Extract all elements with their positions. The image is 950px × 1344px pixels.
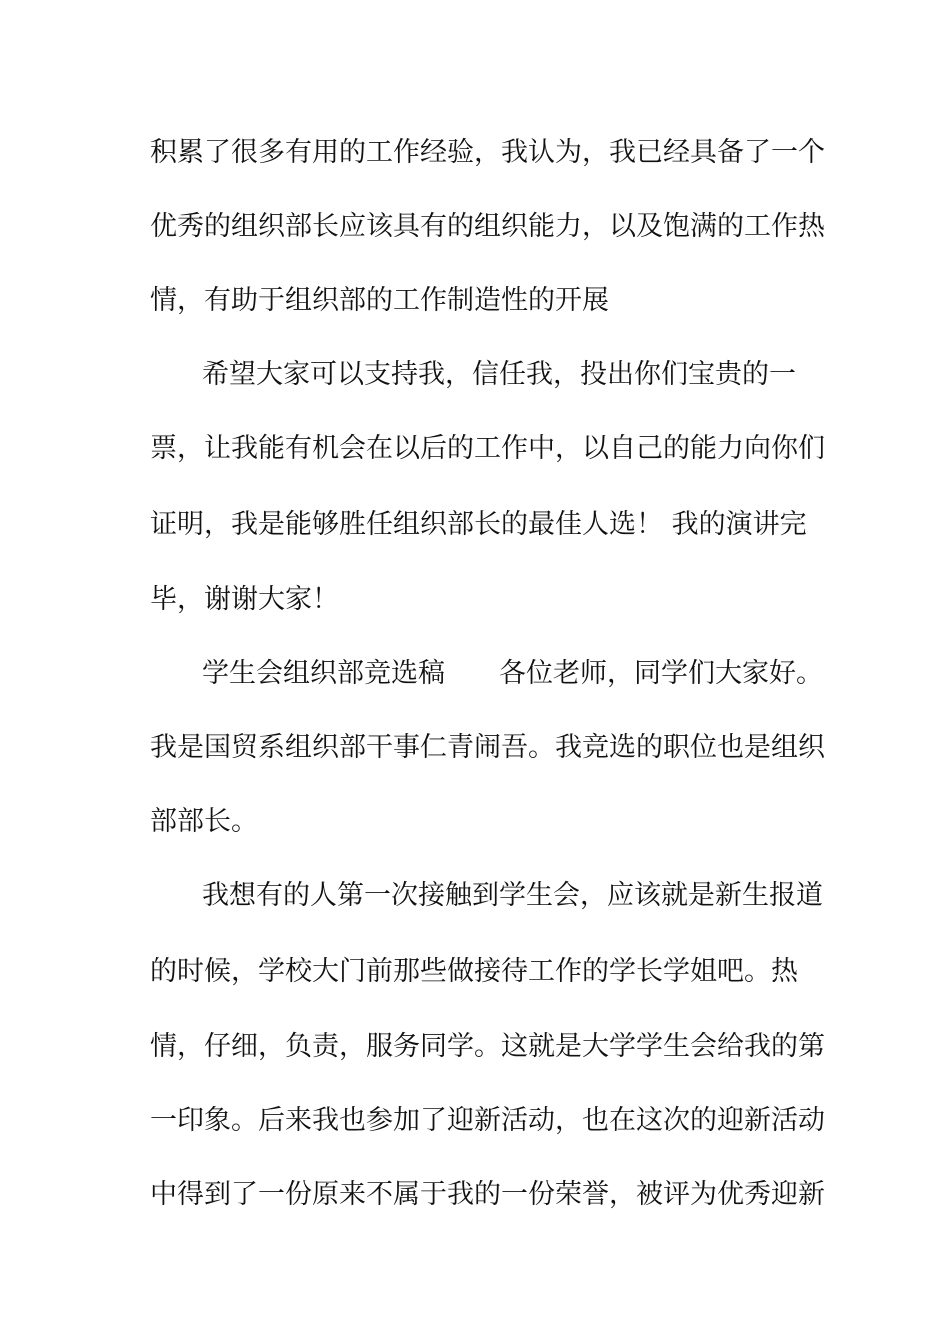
text-line: 情，有助于组织部的工作制造性的开展 [150,285,609,316]
text-line: 我想有的人第一次接触到学生会，应该就是新生报道 [202,880,823,911]
text-line: 情，仔细，负责，服务同学。这就是大学学生会给我的第 [150,1031,825,1062]
text-line: 中得到了一份原来不属于我的一份荣誉，被评为优秀迎新 [150,1179,825,1210]
text-line: 部部长。 [150,806,258,837]
text-line: 票，让我能有机会在以后的工作中，以自己的能力向你们 [150,433,825,464]
text-line: 学生会组织部竞选稿 各位老师，同学们大家好。 [202,658,823,689]
text-line: 优秀的组织部长应该具有的组织能力，以及饱满的工作热 [150,211,825,242]
text-line: 证明，我是能够胜任组织部长的最佳人选！ 我的演讲完 [150,509,807,540]
text-line: 积累了很多有用的工作经验，我认为，我已经具备了一个 [150,137,825,168]
text-line: 毕，谢谢大家！ [150,584,339,615]
text-line: 的时候，学校大门前那些做接待工作的学长学姐吧。热 [150,956,798,987]
text-line: 我是国贸系组织部干事仁青闹吾。我竞选的职位也是组织 [150,732,825,763]
text-line: 希望大家可以支持我，信任我，投出你们宝贵的一 [202,359,796,390]
text-line: 一印象。后来我也参加了迎新活动，也在这次的迎新活动 [150,1105,825,1136]
